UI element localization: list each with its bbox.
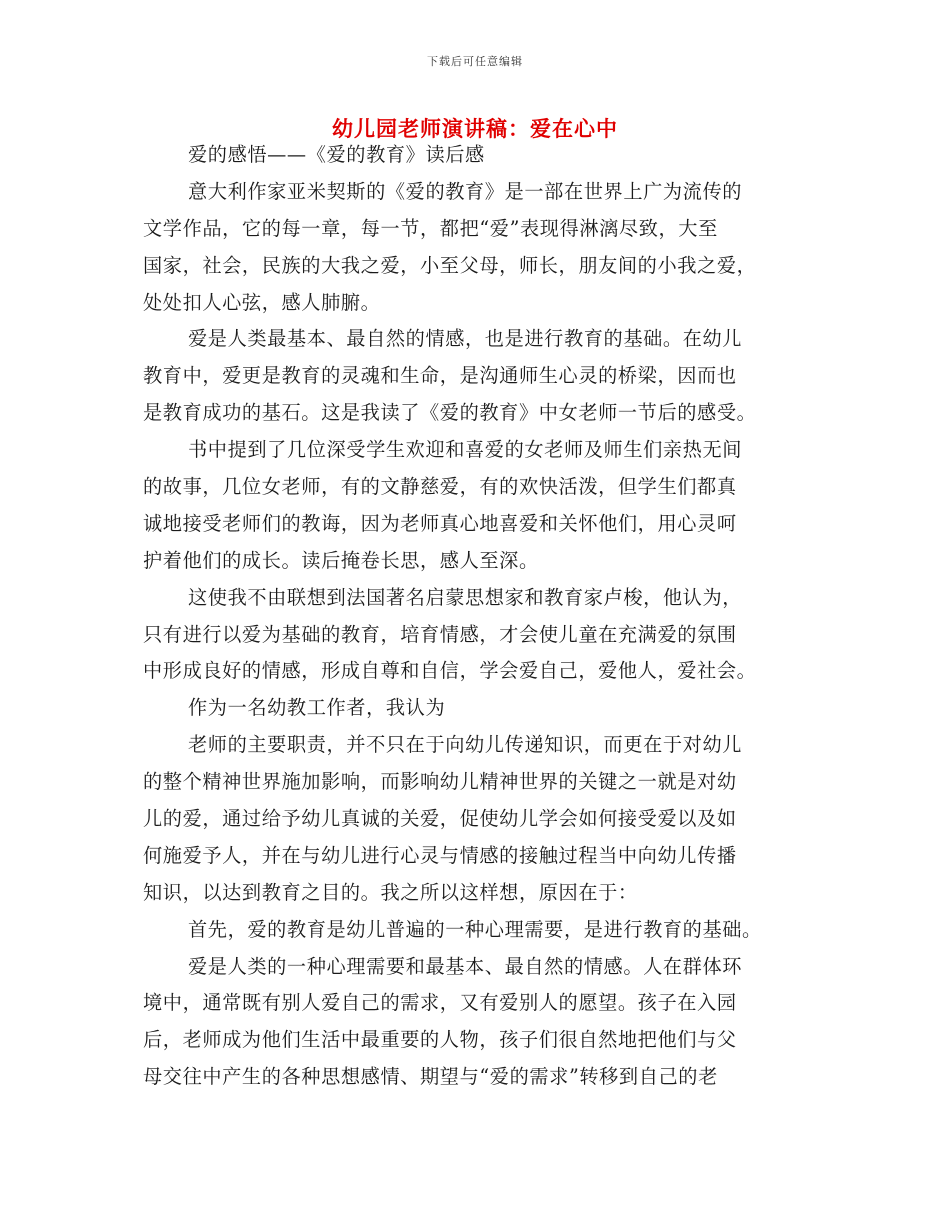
text-line: 作为一名幼教工作者，我认为 (188, 696, 446, 720)
text-line: 处处扣人心弦，感人肺腑。 (143, 290, 381, 314)
text-line: 诚地接受老师们的教诲，因为老师真心地喜爱和关怀他们，用心灵呵 (143, 511, 737, 535)
text-line: 老师的主要职责，并不只在于向幼儿传递知识，而更在于对幼儿 (188, 733, 743, 757)
text-line: 只有进行以爱为基础的教育，培育情感，才会使儿童在充满爱的氛围 (143, 622, 737, 646)
text-line: 护着他们的成长。读后掩卷长思，感人至深。 (143, 548, 539, 572)
text-line: 儿的爱，通过给予幼儿真诚的关爱，促使幼儿学会如何接受爱以及如 (143, 807, 737, 831)
text-line: 何施爱予人，并在与幼儿进行心灵与情感的接触过程当中向幼儿传播 (143, 843, 737, 867)
text-line: 母交往中产生的各种思想感情、期望与“爱的需求”转移到自己的老 (143, 1065, 718, 1089)
text-line: 这使我不由联想到法国著名启蒙思想家和教育家卢梭，他认为， (188, 585, 743, 609)
text-line: 中形成良好的情感，形成自尊和自信，学会爱自己，爱他人，爱社会。 (143, 659, 757, 683)
text-line: 境中，通常既有别人爱自己的需求，又有爱别人的愿望。孩子在入园 (143, 991, 737, 1015)
document-body (143, 137, 815, 1096)
text-line: 意大利作家亚米契斯的《爱的教育》是一部在世界上广为流传的 (188, 179, 743, 203)
text-line: 知识，以达到教育之目的。我之所以这样想，原因在于： (143, 880, 638, 904)
text-line: 首先，爱的教育是幼儿普遍的一种心理需要，是进行教育的基础。 (188, 917, 762, 941)
text-line: 的整个精神世界施加影响，而影响幼儿精神世界的关键之一就是对幼 (143, 770, 737, 794)
text-line: 后，老师成为他们生活中最重要的人物，孩子们很自然地把他们与父 (143, 1028, 737, 1052)
text-line: 爱的感悟——《爱的教育》读后感 (188, 143, 485, 166)
text-line: 教育中，爱更是教育的灵魂和生命，是沟通师生心灵的桥梁，因而也 (143, 364, 737, 388)
document-title: 幼儿园老师演讲稿：爱在心中 (332, 117, 618, 141)
text-line: 文学作品，它的每一章，每一节，都把“爱”表现得淋漓尽致，大至 (143, 216, 718, 240)
text-line: 国家，社会，民族的大我之爱，小至父母，师长，朋友间的小我之爱， (143, 253, 757, 277)
text-line: 爱是人类最基本、最自然的情感，也是进行教育的基础。在幼儿 (188, 327, 743, 351)
text-line: 是教育成功的基石。这是我读了《爱的教育》中女老师一节后的感受。 (143, 401, 757, 425)
header-note: 下载后可任意编辑 (427, 55, 523, 68)
text-line: 的故事，几位女老师，有的文静慈爱，有的欢快活泼，但学生们都真 (143, 475, 737, 499)
text-line: 爱是人类的一种心理需要和最基本、最自然的情感。人在群体环 (188, 954, 743, 978)
text-line: 书中提到了几位深受学生欢迎和喜爱的女老师及师生们亲热无间 (188, 438, 743, 462)
